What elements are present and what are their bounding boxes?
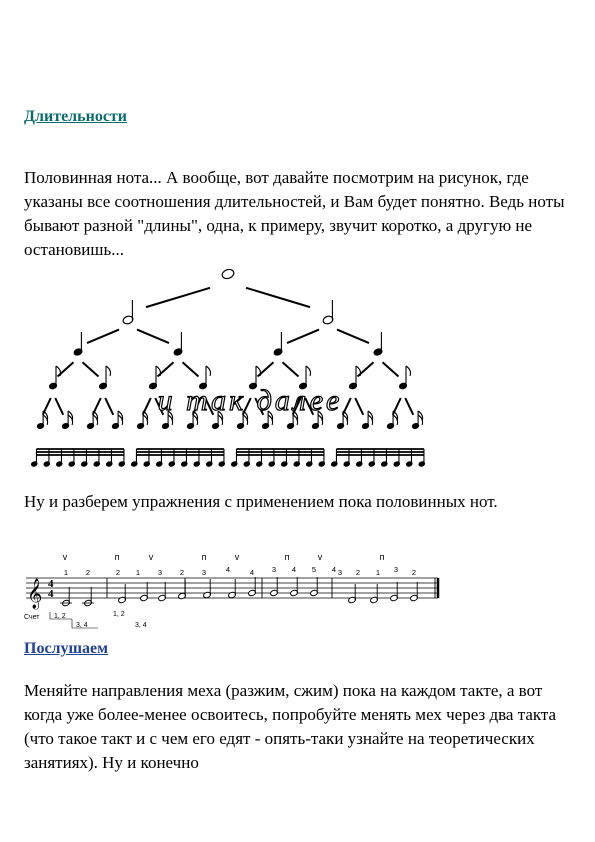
half-note-icon bbox=[122, 300, 134, 325]
eighth-note-icon bbox=[349, 366, 361, 390]
fingering-number: 4 bbox=[225, 565, 231, 574]
half-note-icon bbox=[228, 579, 237, 599]
tree-branch bbox=[146, 288, 210, 307]
whole-note-icon bbox=[221, 268, 235, 280]
tree-branch bbox=[337, 330, 369, 343]
fingering-number: 5 bbox=[311, 565, 317, 574]
bow-marks bbox=[63, 552, 385, 562]
half-note-icon bbox=[290, 577, 299, 597]
quarter-note-icon bbox=[373, 332, 382, 356]
tree-branch bbox=[87, 330, 119, 343]
fingering-number: 4 bbox=[291, 565, 297, 574]
half-note-icon bbox=[140, 582, 149, 602]
half-note-icon bbox=[310, 577, 319, 597]
eighth-note-icon bbox=[99, 366, 111, 390]
outro-paragraph: Меняйте направления меха (разжим, сжим) пока на каждом такте, а вот когда уже более-менее освоитесь, попробуйте менять мех через два такта (что такое такт и с чем его едят - опять-таки узнайте на теоретических занятиях). Ну и конечно bbox=[24, 681, 557, 772]
bow-mark: п bbox=[201, 552, 207, 562]
bow-mark: v bbox=[148, 552, 154, 562]
fingering-number: 2 bbox=[355, 568, 361, 577]
half-note-icon bbox=[410, 582, 419, 602]
bow-mark: п bbox=[114, 552, 120, 562]
half-note-icon bbox=[60, 587, 72, 607]
tree-branch bbox=[55, 398, 63, 415]
tree-branch bbox=[405, 398, 413, 415]
quarter-note-icon bbox=[73, 332, 82, 356]
fingering-number: 3 bbox=[271, 565, 277, 574]
fingering-number: 2 bbox=[179, 568, 185, 577]
half-note-icon bbox=[82, 587, 94, 607]
half-note-icon bbox=[248, 577, 257, 597]
tree-branch bbox=[137, 330, 169, 343]
bow-mark: v bbox=[234, 552, 240, 562]
half-note-icon bbox=[348, 584, 357, 604]
tree-branch bbox=[383, 362, 399, 376]
fingering-number: 3 bbox=[201, 568, 207, 577]
fingering-number: 4 bbox=[249, 568, 255, 577]
fingering-number: 1 bbox=[63, 568, 69, 577]
quarter-note-icon bbox=[173, 332, 182, 356]
fingering-number: 3 bbox=[337, 568, 343, 577]
heading-durations: Длительности bbox=[24, 108, 127, 125]
half-note-icon bbox=[370, 584, 379, 604]
time-signature-bottom: 4 bbox=[48, 588, 54, 600]
bow-mark: п bbox=[284, 552, 290, 562]
fingering-number: 2 bbox=[85, 568, 91, 577]
fingering-number: 2 bbox=[411, 568, 417, 577]
note-durations-diagram bbox=[20, 268, 440, 478]
eighth-note-icon bbox=[49, 366, 61, 390]
half-note-icon bbox=[322, 300, 334, 325]
exercise-staff bbox=[22, 548, 452, 630]
half-note-icon bbox=[203, 579, 212, 599]
bow-mark: п bbox=[379, 552, 385, 562]
fingering-number: 2 bbox=[115, 568, 121, 577]
half-note-icon bbox=[270, 577, 279, 597]
fingering-number: 1 bbox=[375, 568, 381, 577]
count-label-a-2: 1, 2 bbox=[113, 611, 125, 618]
tree-branch bbox=[183, 362, 199, 376]
tree-branch bbox=[105, 398, 113, 415]
intro-paragraph: Половинная нота... А вообще, вот давайте посмотрим на рисунок, где указаны все соотношения длительностей, и Вам будет понятно. Ведь ноты бывают разной "длины", одна, к примеру, звучит коротко, а другую не остановишь... bbox=[24, 168, 565, 259]
quarter-note-icon bbox=[273, 332, 282, 356]
count-label-a: 1, 2 bbox=[54, 613, 66, 620]
etc-caption: и так далее bbox=[157, 384, 343, 417]
tree-branch bbox=[246, 288, 310, 307]
bow-mark: v bbox=[62, 552, 68, 562]
fingering-number: 3 bbox=[157, 568, 163, 577]
count-label-b-2: 3, 4 bbox=[135, 622, 147, 629]
tree-branch bbox=[355, 398, 363, 415]
half-note-icon bbox=[390, 582, 399, 602]
fingering-number: 1 bbox=[135, 568, 141, 577]
eighth-note-icon bbox=[399, 366, 411, 390]
tree-notes bbox=[31, 268, 425, 467]
count-label-b: 3, 4 bbox=[76, 622, 88, 629]
fingerings bbox=[64, 565, 416, 577]
counting-label: Счет bbox=[24, 614, 40, 621]
exercise-intro-paragraph: Ну и разберем упражнения с применением пока половинных нот. bbox=[24, 492, 498, 511]
half-note-icon bbox=[158, 582, 167, 602]
heading-listen[interactable]: Послушаем bbox=[24, 640, 109, 657]
treble-clef: 𝄞 bbox=[27, 579, 43, 609]
exercise-notes bbox=[60, 577, 418, 607]
fingering-number: 4 bbox=[331, 565, 337, 574]
fingering-number: 3 bbox=[393, 565, 399, 574]
bow-mark: v bbox=[317, 552, 323, 562]
time-signature-top: 4 bbox=[48, 578, 54, 590]
tree-branch bbox=[83, 362, 99, 376]
half-note-icon bbox=[118, 584, 127, 604]
tree-branch bbox=[283, 362, 299, 376]
tree-branch bbox=[287, 330, 319, 343]
